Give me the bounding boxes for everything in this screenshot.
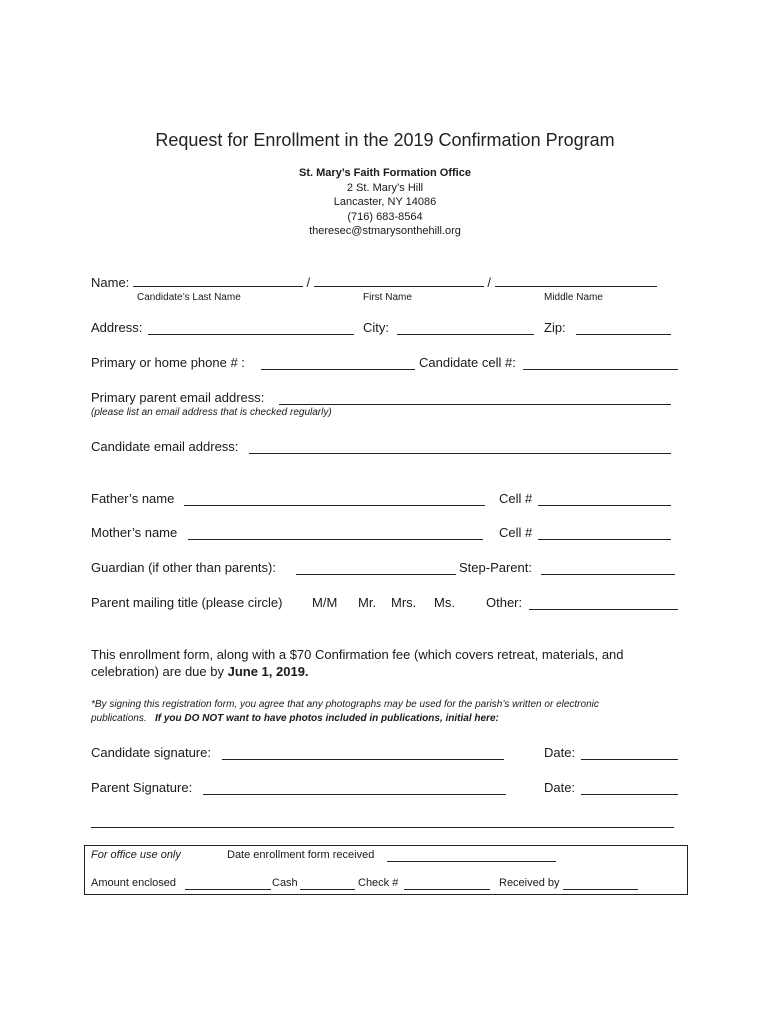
candidate-cell-label: Candidate cell #: bbox=[419, 355, 516, 370]
date-received-label: Date enrollment form received bbox=[227, 849, 375, 861]
other-label: Other: bbox=[486, 595, 523, 610]
parent-date-field[interactable] bbox=[581, 782, 678, 795]
photo-notice-line2 bbox=[91, 713, 499, 724]
mother-cell-field[interactable] bbox=[538, 527, 671, 540]
name-label: Name: bbox=[91, 275, 130, 290]
guardian-field[interactable] bbox=[296, 562, 456, 575]
phone-label: Primary or home phone # : bbox=[91, 355, 245, 370]
office-city: Lancaster, NY 14086 bbox=[333, 196, 437, 208]
amount-enclosed-field[interactable] bbox=[185, 878, 271, 890]
middle-name-caption: Middle Name bbox=[544, 292, 603, 303]
fee-text-line2-start: celebration) are due by bbox=[91, 664, 228, 679]
office-use-title: For office use only bbox=[91, 849, 181, 861]
cash-field[interactable] bbox=[300, 878, 355, 890]
city-field[interactable] bbox=[397, 322, 534, 335]
father-cell-label: Cell # bbox=[499, 491, 533, 506]
other-title-field[interactable] bbox=[529, 597, 678, 610]
name-separator: / bbox=[487, 275, 492, 290]
name-row bbox=[91, 274, 657, 290]
mother-name-field[interactable] bbox=[188, 527, 483, 540]
fee-text-line1: This enrollment form, along with a $70 Confirmation fee (which covers retreat, materials, and bbox=[91, 647, 624, 662]
office-use-box bbox=[84, 845, 688, 895]
check-number-field[interactable] bbox=[404, 878, 490, 890]
parent-email-note: (please list an email address that is checked regularly) bbox=[91, 407, 332, 418]
middle-name-field[interactable] bbox=[495, 274, 657, 287]
received-by-field[interactable] bbox=[563, 878, 638, 890]
city-label: City: bbox=[363, 320, 389, 335]
mailing-option-mr[interactable]: Mr. bbox=[358, 595, 377, 610]
parent-email-field[interactable] bbox=[279, 392, 671, 405]
last-name-caption: Candidate’s Last Name bbox=[137, 292, 241, 303]
mailing-option-mm[interactable]: M/M bbox=[312, 595, 338, 610]
father-cell-field[interactable] bbox=[538, 493, 671, 506]
photo-notice-initial-instruction: If you DO NOT want to have photos included in publications, initial here: bbox=[154, 713, 499, 724]
office-email: theresec@stmarysonthehill.org bbox=[309, 225, 461, 237]
step-parent-label: Step-Parent: bbox=[459, 560, 532, 575]
father-name-field[interactable] bbox=[184, 493, 485, 506]
mailing-option-mrs[interactable]: Mrs. bbox=[391, 595, 417, 610]
address-label: Address: bbox=[91, 320, 143, 335]
received-by-label: Received by bbox=[499, 877, 560, 889]
fee-text-line2 bbox=[91, 664, 309, 679]
father-name-label: Father’s name bbox=[91, 491, 175, 506]
photo-notice-publications: publications. bbox=[91, 713, 147, 724]
candidate-email-label: Candidate email address: bbox=[91, 439, 239, 454]
cash-label: Cash bbox=[272, 877, 298, 889]
candidate-date-label: Date: bbox=[544, 745, 576, 760]
guardian-label: Guardian (if other than parents): bbox=[91, 560, 276, 575]
section-divider bbox=[91, 827, 674, 828]
parent-signature-label: Parent Signature: bbox=[91, 780, 193, 795]
parent-email-label: Primary parent email address: bbox=[91, 390, 265, 405]
office-phone: (716) 683-8564 bbox=[347, 211, 423, 223]
check-number-label: Check # bbox=[358, 877, 399, 889]
name-separator: / bbox=[306, 275, 311, 290]
candidate-email-field[interactable] bbox=[249, 441, 671, 454]
last-name-field[interactable] bbox=[133, 274, 303, 287]
phone-field[interactable] bbox=[261, 357, 415, 370]
zip-label: Zip: bbox=[544, 320, 566, 335]
date-received-field[interactable] bbox=[387, 850, 556, 862]
candidate-signature-label: Candidate signature: bbox=[91, 745, 211, 760]
first-name-caption: First Name bbox=[363, 292, 412, 303]
candidate-signature-field[interactable] bbox=[222, 747, 504, 760]
fee-due-date: June 1, 2019. bbox=[227, 664, 309, 679]
photo-notice-line1: *By signing this registration form, you agree that any photographs may be used for the parish’s written or electronic bbox=[91, 699, 599, 710]
office-name: St. Mary’s Faith Formation Office bbox=[299, 167, 471, 179]
mailing-title-label: Parent mailing title (please circle) bbox=[91, 595, 283, 610]
parent-date-label: Date: bbox=[544, 780, 576, 795]
mother-cell-label: Cell # bbox=[499, 525, 533, 540]
mother-name-label: Mother’s name bbox=[91, 525, 178, 540]
office-street: 2 St. Mary’s Hill bbox=[346, 182, 424, 194]
step-parent-field[interactable] bbox=[541, 562, 675, 575]
mailing-option-ms[interactable]: Ms. bbox=[434, 595, 455, 610]
page-title: Request for Enrollment in the 2019 Confirmation Program bbox=[155, 130, 615, 150]
first-name-field[interactable] bbox=[314, 274, 484, 287]
amount-enclosed-label: Amount enclosed bbox=[91, 877, 176, 889]
candidate-date-field[interactable] bbox=[581, 747, 678, 760]
candidate-cell-field[interactable] bbox=[523, 357, 678, 370]
address-field[interactable] bbox=[148, 322, 354, 335]
zip-field[interactable] bbox=[576, 322, 671, 335]
parent-signature-field[interactable] bbox=[203, 782, 506, 795]
